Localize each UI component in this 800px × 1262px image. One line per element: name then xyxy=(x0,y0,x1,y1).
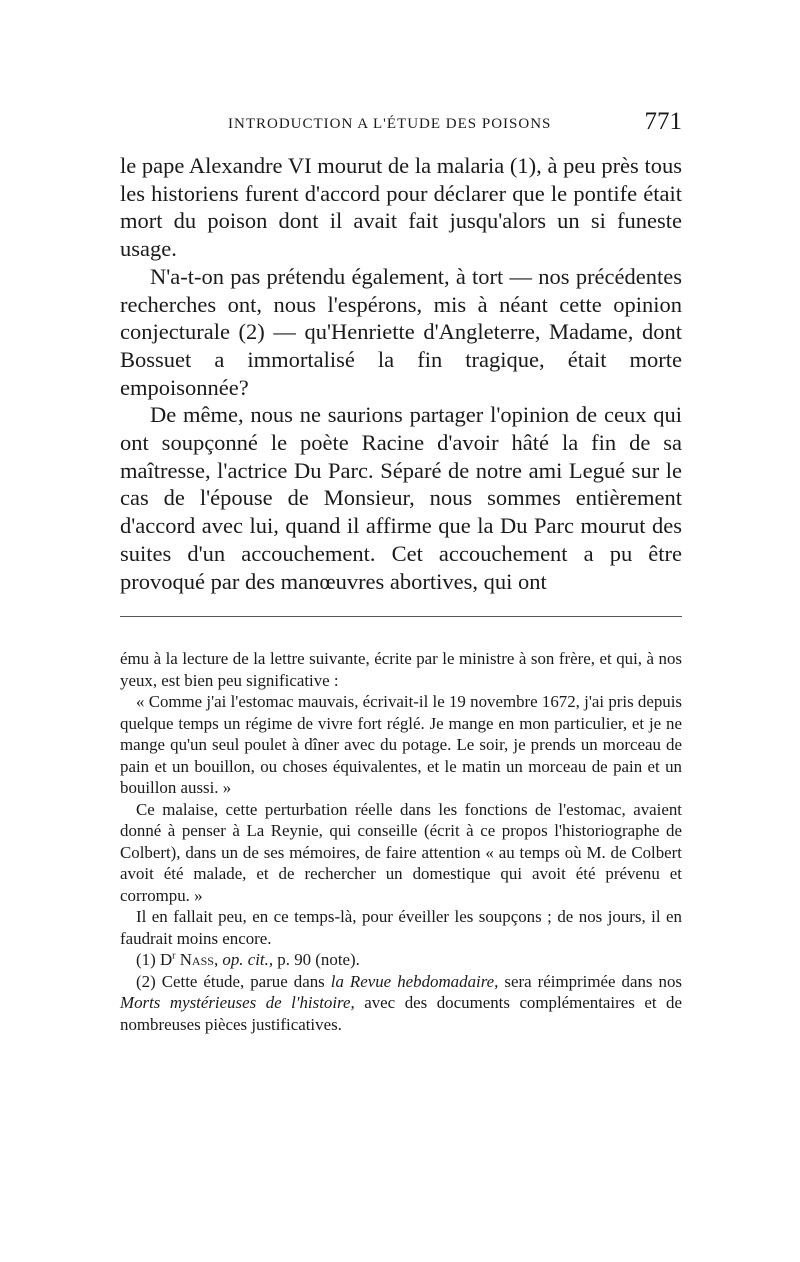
page-header xyxy=(120,108,682,148)
footnote-1-sup: r xyxy=(172,950,176,962)
note-paragraph-3: Il en fallait peu, en ce temps-là, pour éveiller les soupçons ; de nos jours, il en faudrait moins encore. xyxy=(120,907,682,948)
footnote-1-prefix: D xyxy=(159,950,173,969)
footnotes xyxy=(120,648,682,1035)
footnote-2-book: Morts mystérieuses de l'histoire, xyxy=(120,993,355,1012)
note-continuation: ému à la lecture de la lettre suivante, écrite par le ministre à son frère, et qui, à nos yeux, est bien peu significative : xyxy=(120,649,682,690)
footnote-1-ref: op. cit., xyxy=(222,950,274,969)
paragraph-2: N'a-t-on pas prétendu également, à tort — nos précédentes recherches ont, nous l'espérons, mis à néant cette opinion conjecturale (2) — qu'Henriette d'Angleterre, Madame, dont Bossuet a immortalisé la fin tragique, était morte empoisonnée? xyxy=(120,263,682,400)
footnote-divider xyxy=(120,616,682,617)
footnote-2-text-3: avec des documents complémentaires et de nombreuses pièces justificatives. xyxy=(120,993,682,1034)
footnote-1: (1) $D^r$ Nass, op. cit., p. 90 (note). xyxy=(136,950,360,969)
footnote-2 xyxy=(120,971,682,1036)
note-quote: « Comme j'ai l'estomac mauvais, écrivait-il le 19 novembre 1672, j'ai pris depuis quelque temps un régime de vivre fort réglé. Je mange en mon particulier, et je ne mange qu'un seul poulet à dîner avec du potage. Le soir, je prends un morceau de pain et un bouillon, ou choses équivalentes, et le matin un morceau de pain et un bouillon aussi. » xyxy=(120,692,682,797)
paragraph-3: De même, nous ne saurions partager l'opinion de ceux qui ont soupçonné le poète Racine d'avoir hâté la fin de sa maîtresse, l'actrice Du Parc. Séparé de notre ami Legué sur le cas de l'épouse de Monsieur, nous sommes entièrement d'accord avec lui, quand il affirme que la Du Parc mourut des suites d'un accouchement. Cet accouchement a pu être provoqué par des manœuvres abortives, qui ont xyxy=(120,402,682,594)
page-number: 771 xyxy=(644,108,682,135)
footnote-1-mark: (1) xyxy=(136,950,156,969)
note-paragraph-2: Ce malaise, cette perturbation réelle dans les fonctions de l'estomac, avaient donné à penser à La Reynie, qui conseille (écrit à ce propos l'historiographe de Colbert), dans un de ses mémoires, de faire attention « au temps où M. de Colbert avoit été malade, et de rechercher un domestique qui avoit été prévenu et corrompu. » xyxy=(120,799,682,905)
paragraph-1: le pape Alexandre VI mourut de la malaria (1), à peu près tous les historiens furent d'accord pour déclarer que le pontife était mort du poison dont il avait fait jusqu'alors un si funeste usage. xyxy=(120,153,682,262)
footnote-2-text-2: sera réimprimée dans nos xyxy=(504,971,682,991)
footnote-2-text-1: Cette étude, parue dans xyxy=(161,971,325,991)
footnote-2-mark: (2) xyxy=(136,971,156,991)
running-title: INTRODUCTION A L'ÉTUDE DES POISONS xyxy=(228,116,552,132)
footnote-1-author: Nass xyxy=(179,950,214,969)
main-text xyxy=(120,152,682,595)
footnote-1-page: p. 90 (note). xyxy=(277,950,360,969)
footnote-2-journal: la Revue hebdomadaire, xyxy=(330,971,499,991)
